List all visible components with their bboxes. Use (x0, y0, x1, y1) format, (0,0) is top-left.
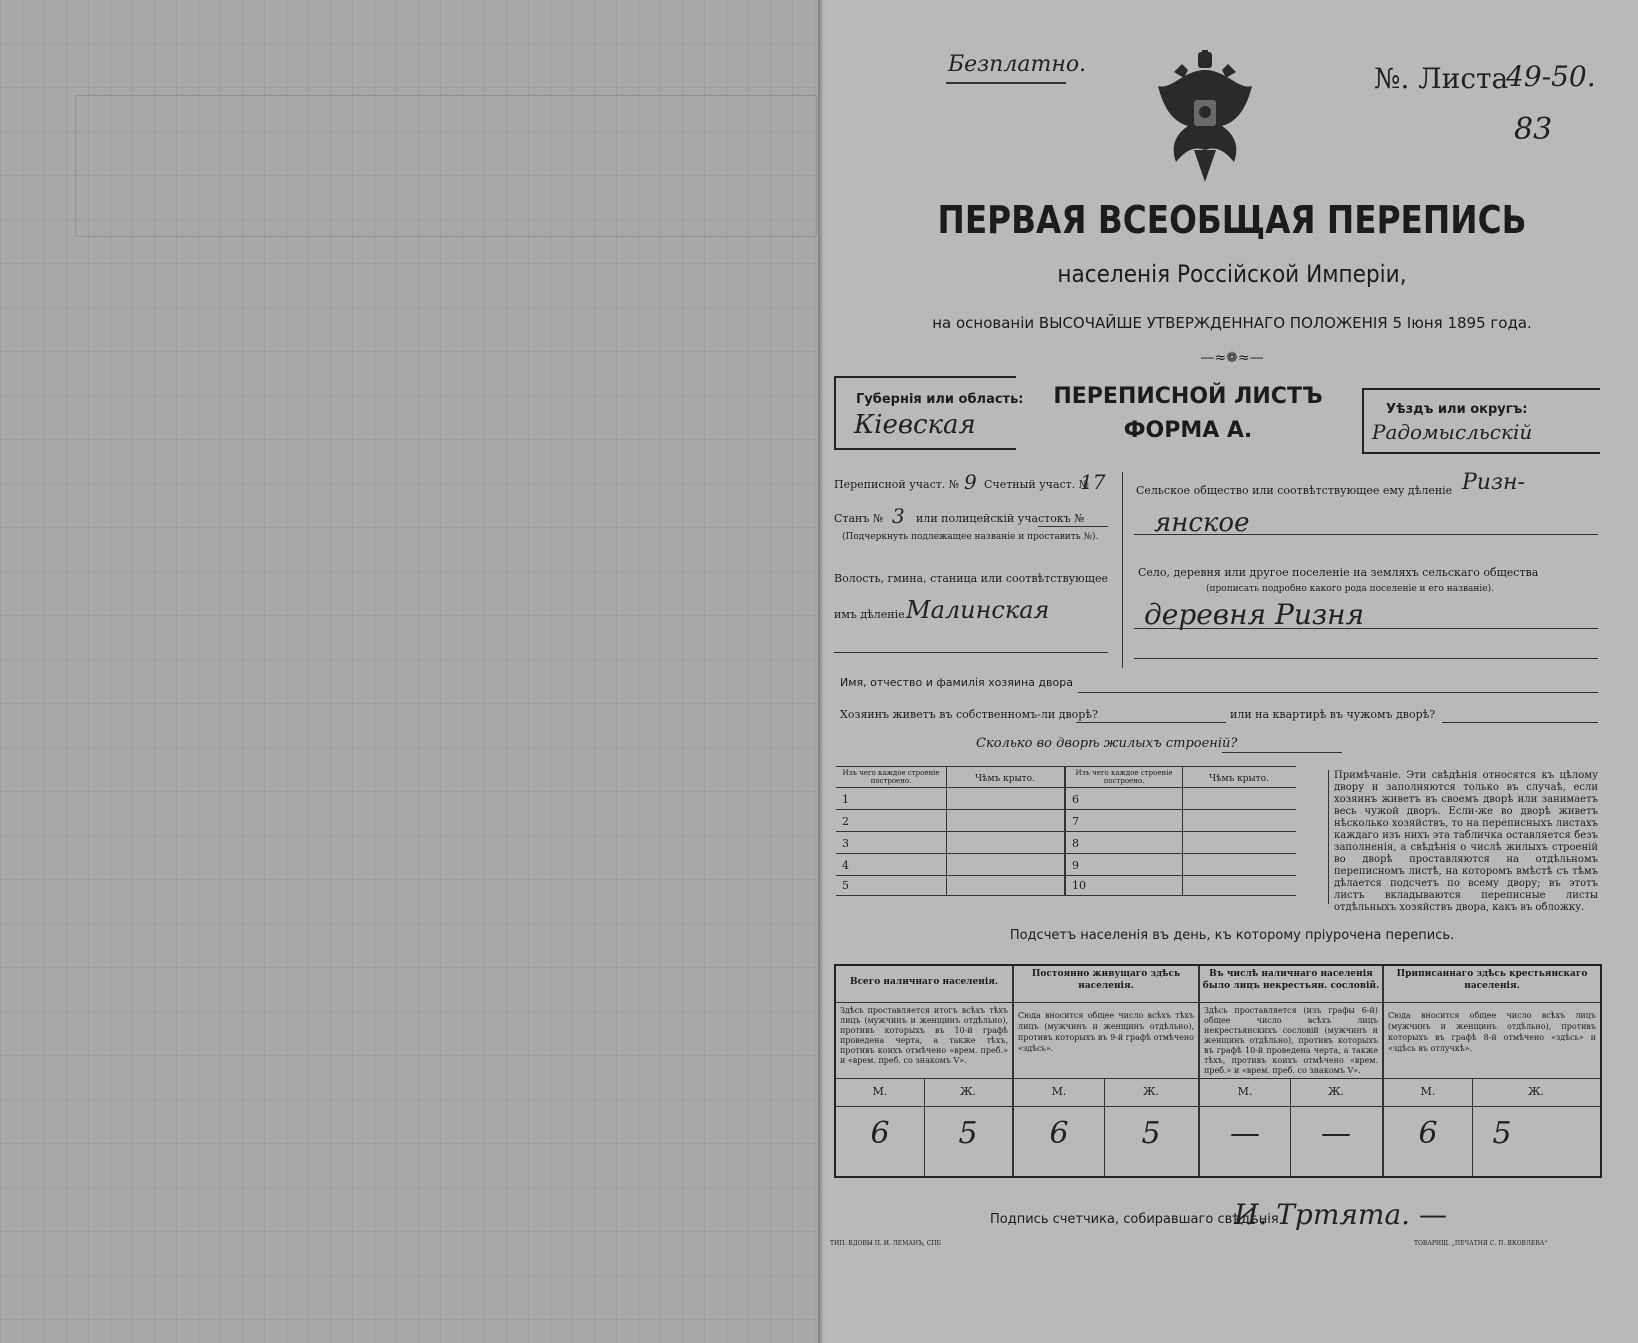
pop-desc-permanent: Сюда вносится общее число всѣхъ тѣхъ лицъ (мужчинъ и женщинъ отдѣльно), противъ которыхъ въ 9-й графѣ отмѣчено «здѣсь». (1018, 1011, 1194, 1053)
volost-value: Малинская (906, 596, 1050, 624)
pop-val-ascribed-m: 6 (1418, 1116, 1438, 1151)
pop-header-permanent: Постоянно живущаго здѣсь населенія. (1031, 969, 1181, 991)
sheet-label: №. Листа (1374, 62, 1509, 95)
pop-val-perm-m: 6 (1049, 1116, 1069, 1151)
form-title: ПЕРЕПИСНОЙ ЛИСТЪ (1053, 384, 1323, 409)
population-table (834, 964, 1602, 1178)
buildings-table (836, 766, 1296, 896)
sheet-number: 49-50. (1506, 60, 1596, 93)
selskoe-value-2: янское (1154, 508, 1250, 538)
gubernia-label: Губернія или область: (856, 392, 1024, 407)
bld-row-4: 4 (842, 859, 849, 872)
pop-header-ascribed: Приписаннаго здѣсь крестьянскаго населенія. (1396, 969, 1588, 991)
signature-value: И. Тртята. — (1234, 1198, 1447, 1231)
pop-val-noncrest-m: — (1230, 1116, 1260, 1151)
bld-row-10: 10 (1072, 879, 1086, 892)
printer-right: ТОВАРИЩ. „ПЕЧАТНЯ С. П. ЯКОВЛЕВА“ (1414, 1240, 1548, 1247)
population-title: Подсчетъ населенія въ день, къ которому пріурочена перепись. (1009, 928, 1455, 943)
bleed-through-table (75, 95, 817, 237)
perepis-uch-label: Переписной участ. № (834, 478, 960, 491)
bld-row-3: 3 (842, 837, 849, 850)
buildings-line (1222, 752, 1342, 753)
note-divider (1328, 770, 1329, 904)
page-subtitle: населенія Россійской Имперіи, (1057, 260, 1407, 288)
bld-col-roof-2: Чѣмъ крыто. (1209, 774, 1269, 784)
pop-m-1: М. (872, 1085, 888, 1098)
owner-rent-label: или на квартирѣ въ чужомъ дворѣ? (1230, 708, 1436, 721)
buildings-label: Сколько во дворѣ жилыхъ строеній? (976, 736, 1238, 751)
pop-zh-1: Ж. (960, 1085, 976, 1098)
stan-label: Станъ № (834, 512, 884, 525)
bld-row-9: 9 (1072, 859, 1079, 872)
pop-m-3: М. (1237, 1085, 1253, 1098)
selskoe-value-1: Ризн- (1462, 470, 1525, 495)
bld-col-material-2: Изъ чего каждое строеніе построено. (1075, 769, 1173, 785)
perepis-uch-value: 9 (964, 470, 977, 494)
free-underline (946, 82, 1066, 84)
volost-label: Волость, гмина, станица или соотвѣтствующее (834, 572, 1108, 585)
pop-val-ascribed-zh: 5 (1492, 1116, 1512, 1151)
police-label: или полицейскій участокъ № (916, 512, 1085, 525)
selo-label: Село, деревня или другое поселеніе на земляхъ сельскаго общества (1138, 566, 1539, 579)
owner-name-line (1078, 692, 1598, 693)
ornament: —≈❁≈— (1200, 350, 1264, 366)
owner-lives-line (1076, 722, 1226, 723)
schet-uch-label: Счетный участ. № (984, 478, 1090, 491)
bld-row-6: 6 (1072, 793, 1079, 806)
volost-label-2: имъ дѣленіе (834, 608, 905, 621)
pop-val-noncrest-zh: — (1321, 1116, 1351, 1151)
volost-line (834, 652, 1108, 653)
column-divider (1122, 472, 1123, 668)
owner-rent-line (1442, 722, 1598, 723)
bld-col-roof: Чѣмъ крыто. (975, 774, 1035, 784)
owner-name-label: Имя, отчество и фамилія хозяина двора (840, 676, 1073, 689)
police-line (1038, 526, 1108, 527)
schet-uch-value: 17 (1080, 470, 1106, 494)
pop-zh-2: Ж. (1143, 1085, 1159, 1098)
uezd-label: Уѣздъ или округъ: (1386, 402, 1528, 417)
pop-m-2: М. (1051, 1085, 1067, 1098)
bld-row-2: 2 (842, 815, 849, 828)
selo-line (1134, 628, 1598, 629)
pop-header-noncrest: Въ числѣ наличнаго населенія было лицъ некрестьян. сословій. (1202, 969, 1380, 991)
pop-header-total: Всего наличнаго населенія. (849, 977, 999, 987)
form-subtitle: ФОРМА А. (1123, 418, 1253, 443)
pop-m-4: М. (1420, 1085, 1436, 1098)
pop-val-total-m: 6 (870, 1116, 890, 1151)
underline-note: (Подчеркнуть подлежащее названіе и проставить №). (842, 532, 1099, 542)
owner-lives-label: Хозяинъ живетъ въ собственномъ-ли дворѣ? (840, 708, 1098, 721)
bld-col-material: Изъ чего каждое строеніе построено. (842, 769, 940, 785)
pop-desc-noncrest: Здѣсь проставляется (изъ графы 6-й) общее число всѣхъ лицъ некрестьянскихъ сословій (мужчинъ и женщинъ отдѣльно), противъ которыхъ въ графѣ 10-й проведена черта, а также тѣхъ, противъ коихъ отмѣчено «врем. преб.» и «врем. преб. со знакомъ V». (1204, 1006, 1378, 1075)
census-form-page (826, 0, 1638, 1343)
selo-note: (прописать подробно какого рода поселеніе и его названіе). (1206, 584, 1494, 594)
gubernia-value: Кіевская (854, 410, 976, 440)
sheet-extra-number: 83 (1514, 112, 1553, 147)
free-label: Безплатно. (948, 52, 1087, 77)
pop-desc-ascribed: Сюда вносится общее число всѣхъ лицъ (мужчинъ и женщинъ отдѣльно), противъ которыхъ въ графѣ 8-й отмѣчено «здѣсь» и «здѣсь въ отлучкѣ». (1388, 1011, 1596, 1053)
imperial-eagle-icon (1154, 50, 1256, 185)
bld-row-8: 8 (1072, 837, 1079, 850)
selo-value: деревня Ризня (1144, 598, 1365, 631)
pop-val-total-zh: 5 (958, 1116, 978, 1151)
printer-left: ТИП. ВДОВЫ П. И. ЛЕМАНЪ, СПБ (830, 1240, 941, 1247)
pop-zh-3: Ж. (1328, 1085, 1344, 1098)
bld-row-5: 5 (842, 879, 849, 892)
note-text: Примѣчаніе. Эти свѣдѣнія относятся къ цѣлому двору и заполняются только въ случаѣ, если хозяинъ живетъ въ своемъ дворѣ или занимаетъ весь чужой дворъ. Если-же во дворѣ живетъ нѣсколько хозяйствъ, то на переписныхъ листахъ каждаго изъ нихъ эта табличка оставляется безъ заполненія, а свѣдѣнія о числѣ жилыхъ строеній во дворѣ проставляются на отдѣльномъ переписномъ листѣ, на которомъ вмѣстѣ съ тѣмъ дѣлается подсчетъ по всему двору; въ этотъ листъ вкладываются переписные листы отдѣльныхъ хозяйствъ двора, какъ въ обложку. (1334, 770, 1598, 913)
stan-value: 3 (892, 504, 905, 528)
bld-row-1: 1 (842, 793, 849, 806)
signature-label: Подпись счетчика, собиравшаго свѣдѣнія (990, 1212, 1279, 1227)
pop-zh-4: Ж. (1528, 1085, 1544, 1098)
bld-row-7: 7 (1072, 815, 1079, 828)
selo-line-2 (1134, 658, 1598, 659)
pop-desc-total: Здѣсь проставляется итогъ всѣхъ тѣхъ лицъ (мужчинъ и женщинъ отдѣльно), противъ которыхъ въ 10-й графѣ проведена черта, а также тѣхъ, противъ коихъ отмѣчено «врем. преб.» и «врем. преб. со знакомъ V». (840, 1006, 1008, 1065)
uezd-value: Радомысльскій (1372, 420, 1533, 444)
page-title: ПЕРВАЯ ВСЕОБЩАЯ ПЕРЕПИСЬ (937, 198, 1527, 242)
selskoe-label: Сельское общество или соотвѣтствующее ему дѣленіе (1136, 484, 1453, 497)
pop-val-perm-zh: 5 (1141, 1116, 1161, 1151)
basis-line: на основаніи ВЫСОЧАЙШЕ УТВЕРЖДЕННАГО ПОЛОЖЕНІЯ 5 Іюня 1895 года. (932, 314, 1532, 332)
